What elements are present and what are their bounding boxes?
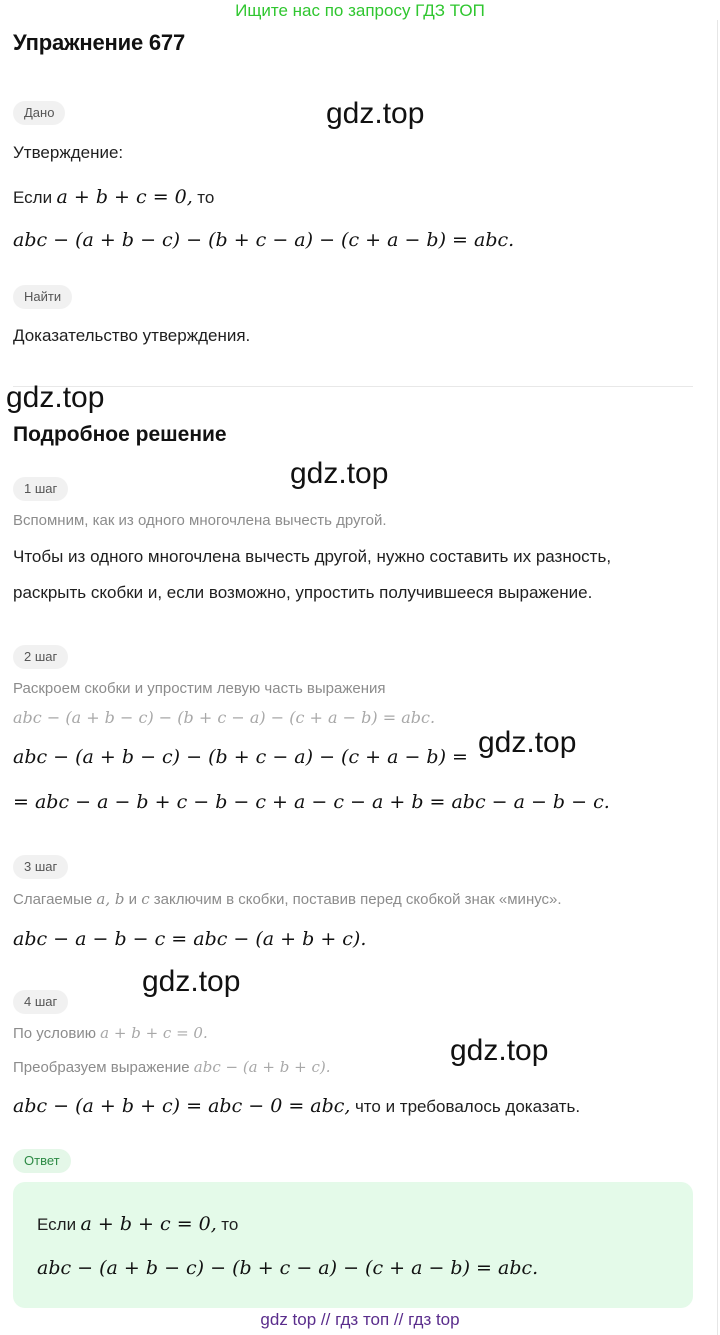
footer-links[interactable]: gdz top // гдз топ // гдз top — [260, 1310, 460, 1329]
watermark: gdz.top — [450, 1034, 549, 1067]
step-4-hint-1-math: a + b + c = 0. — [100, 1024, 208, 1042]
step-3-pill: 3 шаг — [13, 855, 68, 879]
step-3-hint-vars: a, b — [96, 890, 125, 908]
step-3-hint-suffix: заключим в скобки, поставив перед скобкой знак «минус». — [153, 891, 562, 908]
find-text: Доказательство утверждения. — [13, 326, 251, 345]
step-3-hint-c: c — [141, 890, 150, 908]
step-2-pill: 2 шаг — [13, 645, 68, 669]
step-4-hint-2-math: abc − (a + b + c). — [193, 1058, 331, 1076]
given-if-suffix: то — [197, 188, 215, 207]
step-4-final — [13, 1093, 580, 1119]
statement-label: Утверждение: — [13, 143, 124, 162]
step-1-line-1: Чтобы из одного многочлена вычесть другой, нужно составить их разность, — [13, 547, 612, 566]
step-4-hint-1-prefix: По условию — [13, 1025, 96, 1042]
watermark: gdz.top — [290, 457, 389, 490]
top-banner[interactable]: Ищите нас по запросу ГДЗ ТОП — [235, 1, 485, 20]
given-identity: abc − (a + b − c) − (b + c − a) − (c + a − b) = abc. — [13, 229, 515, 251]
step-3-math: abc − a − b − c = abc − (a + b + c). — [13, 928, 367, 950]
step-2-math-1: abc − (a + b − c) − (b + c − a) − (c + a − b) = — [13, 746, 468, 768]
answer-if-condition: a + b + c = 0, — [80, 1213, 217, 1235]
step-4-hint-2-prefix: Преобразуем выражение — [13, 1059, 190, 1076]
answer-if-prefix: Если — [37, 1215, 77, 1234]
step-4-hint-1 — [13, 1023, 208, 1044]
watermark: gdz.top — [326, 97, 425, 130]
right-border — [717, 20, 718, 1335]
step-2-hint: Раскроем скобки и упростим левую часть выражения — [13, 680, 386, 697]
watermark: gdz.top — [142, 965, 241, 998]
step-3-hint-and: и — [128, 891, 138, 908]
page-title: Упражнение 677 — [13, 30, 185, 55]
given-if-condition: a + b + c = 0, — [56, 186, 193, 208]
find-pill: Найти — [13, 285, 72, 309]
watermark: gdz.top — [478, 726, 577, 759]
answer-if-suffix: то — [221, 1215, 239, 1234]
step-4-final-text: что и требовалось доказать. — [354, 1097, 581, 1116]
answer-condition — [37, 1211, 238, 1237]
solution-heading: Подробное решение — [13, 423, 227, 446]
step-4-pill: 4 шаг — [13, 990, 68, 1014]
step-1-pill: 1 шаг — [13, 477, 68, 501]
step-2-hint-math: abc − (a + b − c) − (b + c − a) − (c + a − b) = abc. — [13, 708, 436, 727]
section-divider — [13, 386, 693, 387]
answer-box — [13, 1182, 693, 1308]
step-3-hint — [13, 889, 562, 910]
step-2-math-2: = abc − a − b + c − b − c + a − c − a + b = abc − a − b − c. — [13, 791, 610, 813]
given-pill: Дано — [13, 101, 65, 125]
step-4-final-math: abc − (a + b + c) = abc − 0 = abc, — [13, 1095, 351, 1117]
given-if-prefix: Если — [13, 188, 53, 207]
step-1-hint: Вспомним, как из одного многочлена вычесть другой. — [13, 512, 387, 529]
answer-pill: Ответ — [13, 1149, 71, 1173]
step-1-line-2: раскрыть скобки и, если возможно, упростить получившееся выражение. — [13, 583, 593, 602]
watermark: gdz.top — [6, 381, 105, 414]
step-4-hint-2 — [13, 1057, 330, 1078]
answer-identity: abc − (a + b − c) − (b + c − a) − (c + a − b) = abc. — [37, 1257, 539, 1279]
step-3-hint-prefix: Слагаемые — [13, 891, 93, 908]
given-condition — [13, 184, 214, 210]
